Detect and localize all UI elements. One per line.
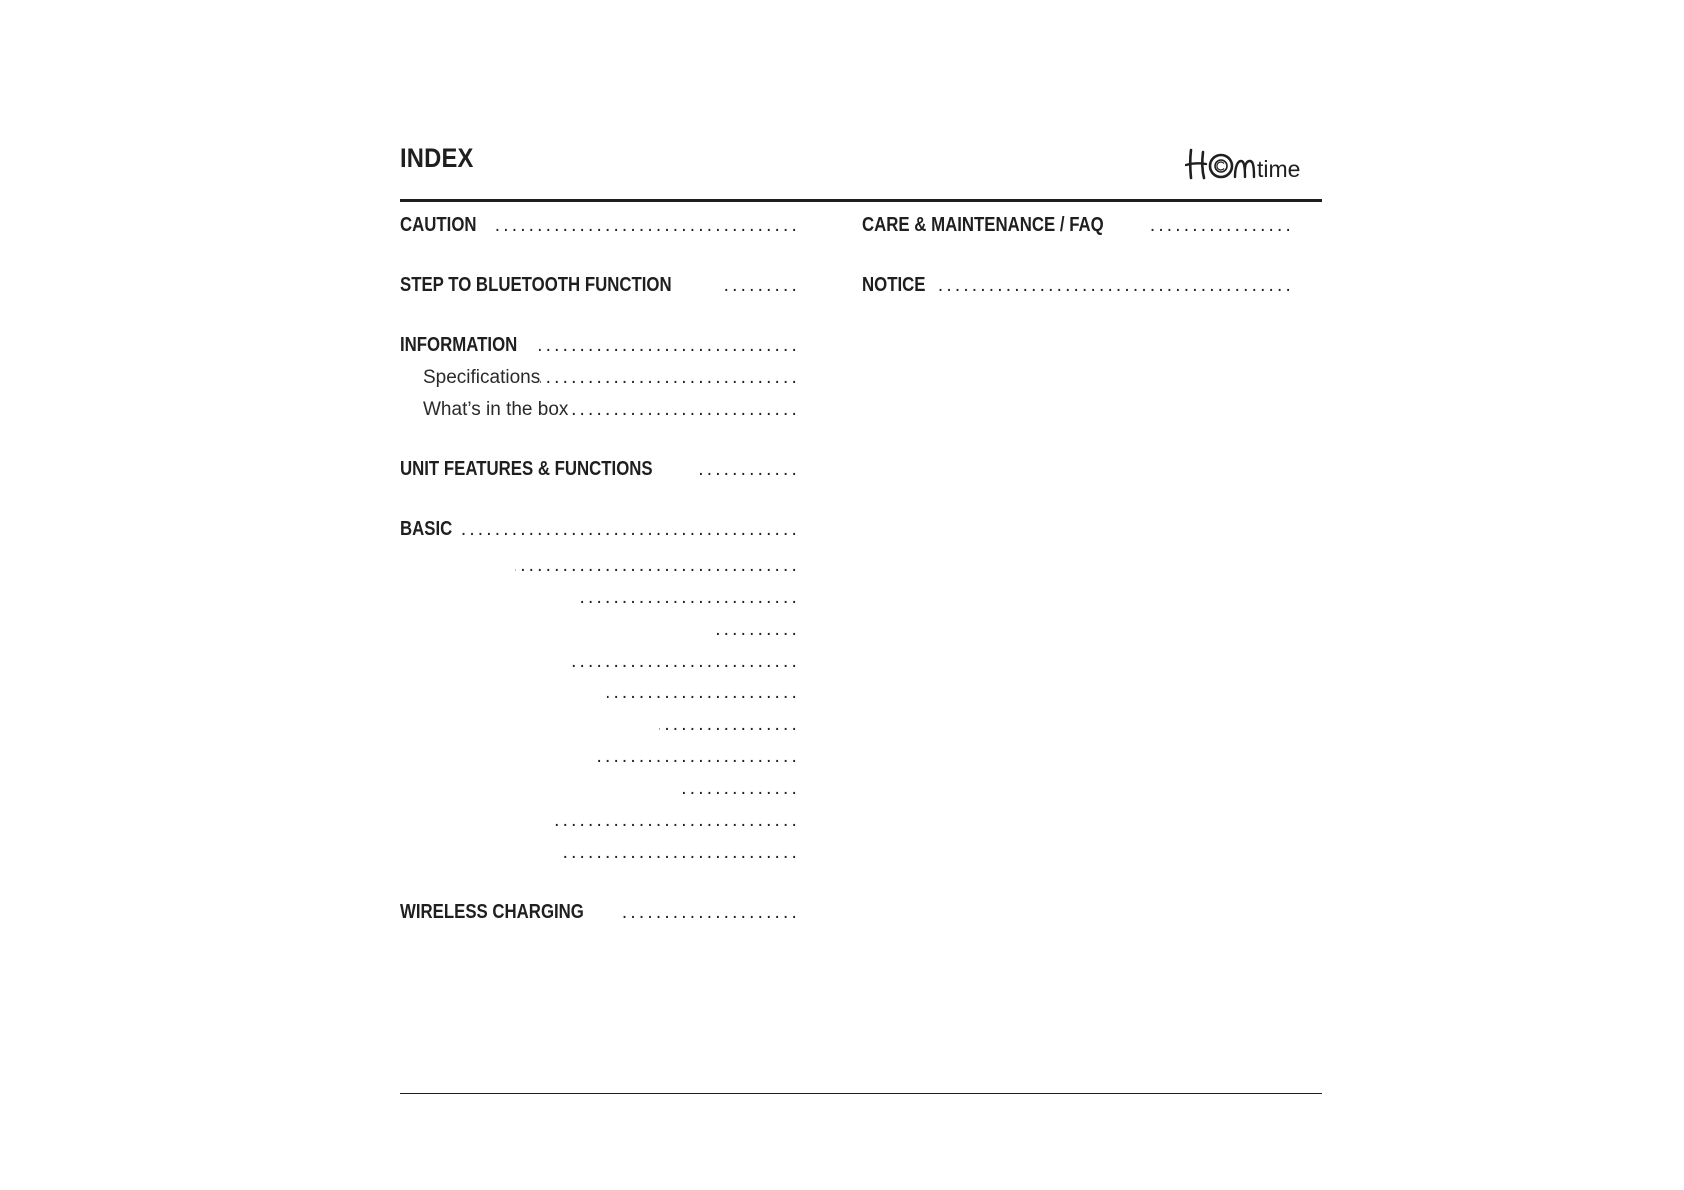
toc-leader-dots [659, 715, 800, 736]
toc-entry[interactable] [677, 772, 800, 800]
toc-leader-dots [539, 336, 800, 357]
toc-leader-dots [559, 843, 800, 864]
footer-divider [400, 1093, 1322, 1094]
toc-entry[interactable] [400, 453, 800, 481]
homtime-logo-icon [1185, 144, 1322, 182]
toc-leader-dots [515, 556, 800, 577]
toc-leader-dots [490, 216, 800, 237]
toc-leader-dots [592, 747, 800, 768]
toc-entry-label: NOTICE [862, 274, 926, 296]
page-title: INDEX [400, 143, 474, 173]
toc-entry[interactable] [592, 740, 800, 768]
toc-entry-label: BASIC [400, 518, 453, 540]
toc-entry[interactable] [570, 645, 800, 673]
toc-leader-dots [461, 520, 800, 541]
toc-entry[interactable] [400, 209, 800, 237]
toc-entry[interactable] [578, 581, 800, 609]
toc-entry[interactable] [862, 269, 1294, 297]
toc-leader-dots [700, 460, 800, 481]
toc-entry[interactable] [515, 549, 800, 577]
toc-leader-dots [568, 400, 800, 421]
toc-entry[interactable] [400, 896, 800, 924]
toc-leader-dots [607, 683, 800, 704]
toc-entry[interactable] [659, 708, 800, 736]
toc-leader-dots [578, 588, 800, 609]
toc-entry[interactable] [862, 209, 1294, 237]
toc-entry[interactable] [714, 613, 800, 641]
toc-leader-dots [937, 276, 1294, 297]
toc-leader-dots [714, 620, 800, 641]
homtime-logo [1185, 144, 1322, 182]
toc-entry[interactable] [400, 361, 800, 389]
toc-entry[interactable] [607, 676, 800, 704]
toc-entry[interactable] [400, 393, 800, 421]
toc-entry-label: What’s in the box [423, 399, 569, 420]
toc-entry-label: CAUTION [400, 214, 477, 236]
toc-entry[interactable] [400, 329, 800, 357]
toc-leader-dots [550, 811, 800, 832]
toc-leader-dots [540, 368, 800, 389]
toc-entry[interactable] [400, 513, 800, 541]
toc-entry-label: CARE & MAINTENANCE / FAQ [862, 214, 1104, 236]
toc-entry[interactable] [550, 804, 800, 832]
toc-entry-label: WIRELESS CHARGING [400, 901, 584, 923]
toc-entry[interactable] [400, 269, 800, 297]
toc-entry-label: UNIT FEATURES & FUNCTIONS [400, 458, 653, 480]
toc-leader-dots [570, 652, 800, 673]
toc-entry[interactable] [559, 836, 800, 864]
svg-text:time: time [1257, 156, 1301, 182]
toc-leader-dots [618, 903, 800, 924]
toc-leader-dots [677, 779, 800, 800]
toc-leader-dots [1149, 216, 1294, 237]
header-divider [400, 199, 1322, 202]
toc-entry-label: STEP TO BLUETOOTH FUNCTION [400, 274, 672, 296]
toc-entry-label: INFORMATION [400, 334, 518, 356]
toc-entry-label: Specifications [423, 367, 541, 388]
toc-leader-dots [722, 276, 800, 297]
